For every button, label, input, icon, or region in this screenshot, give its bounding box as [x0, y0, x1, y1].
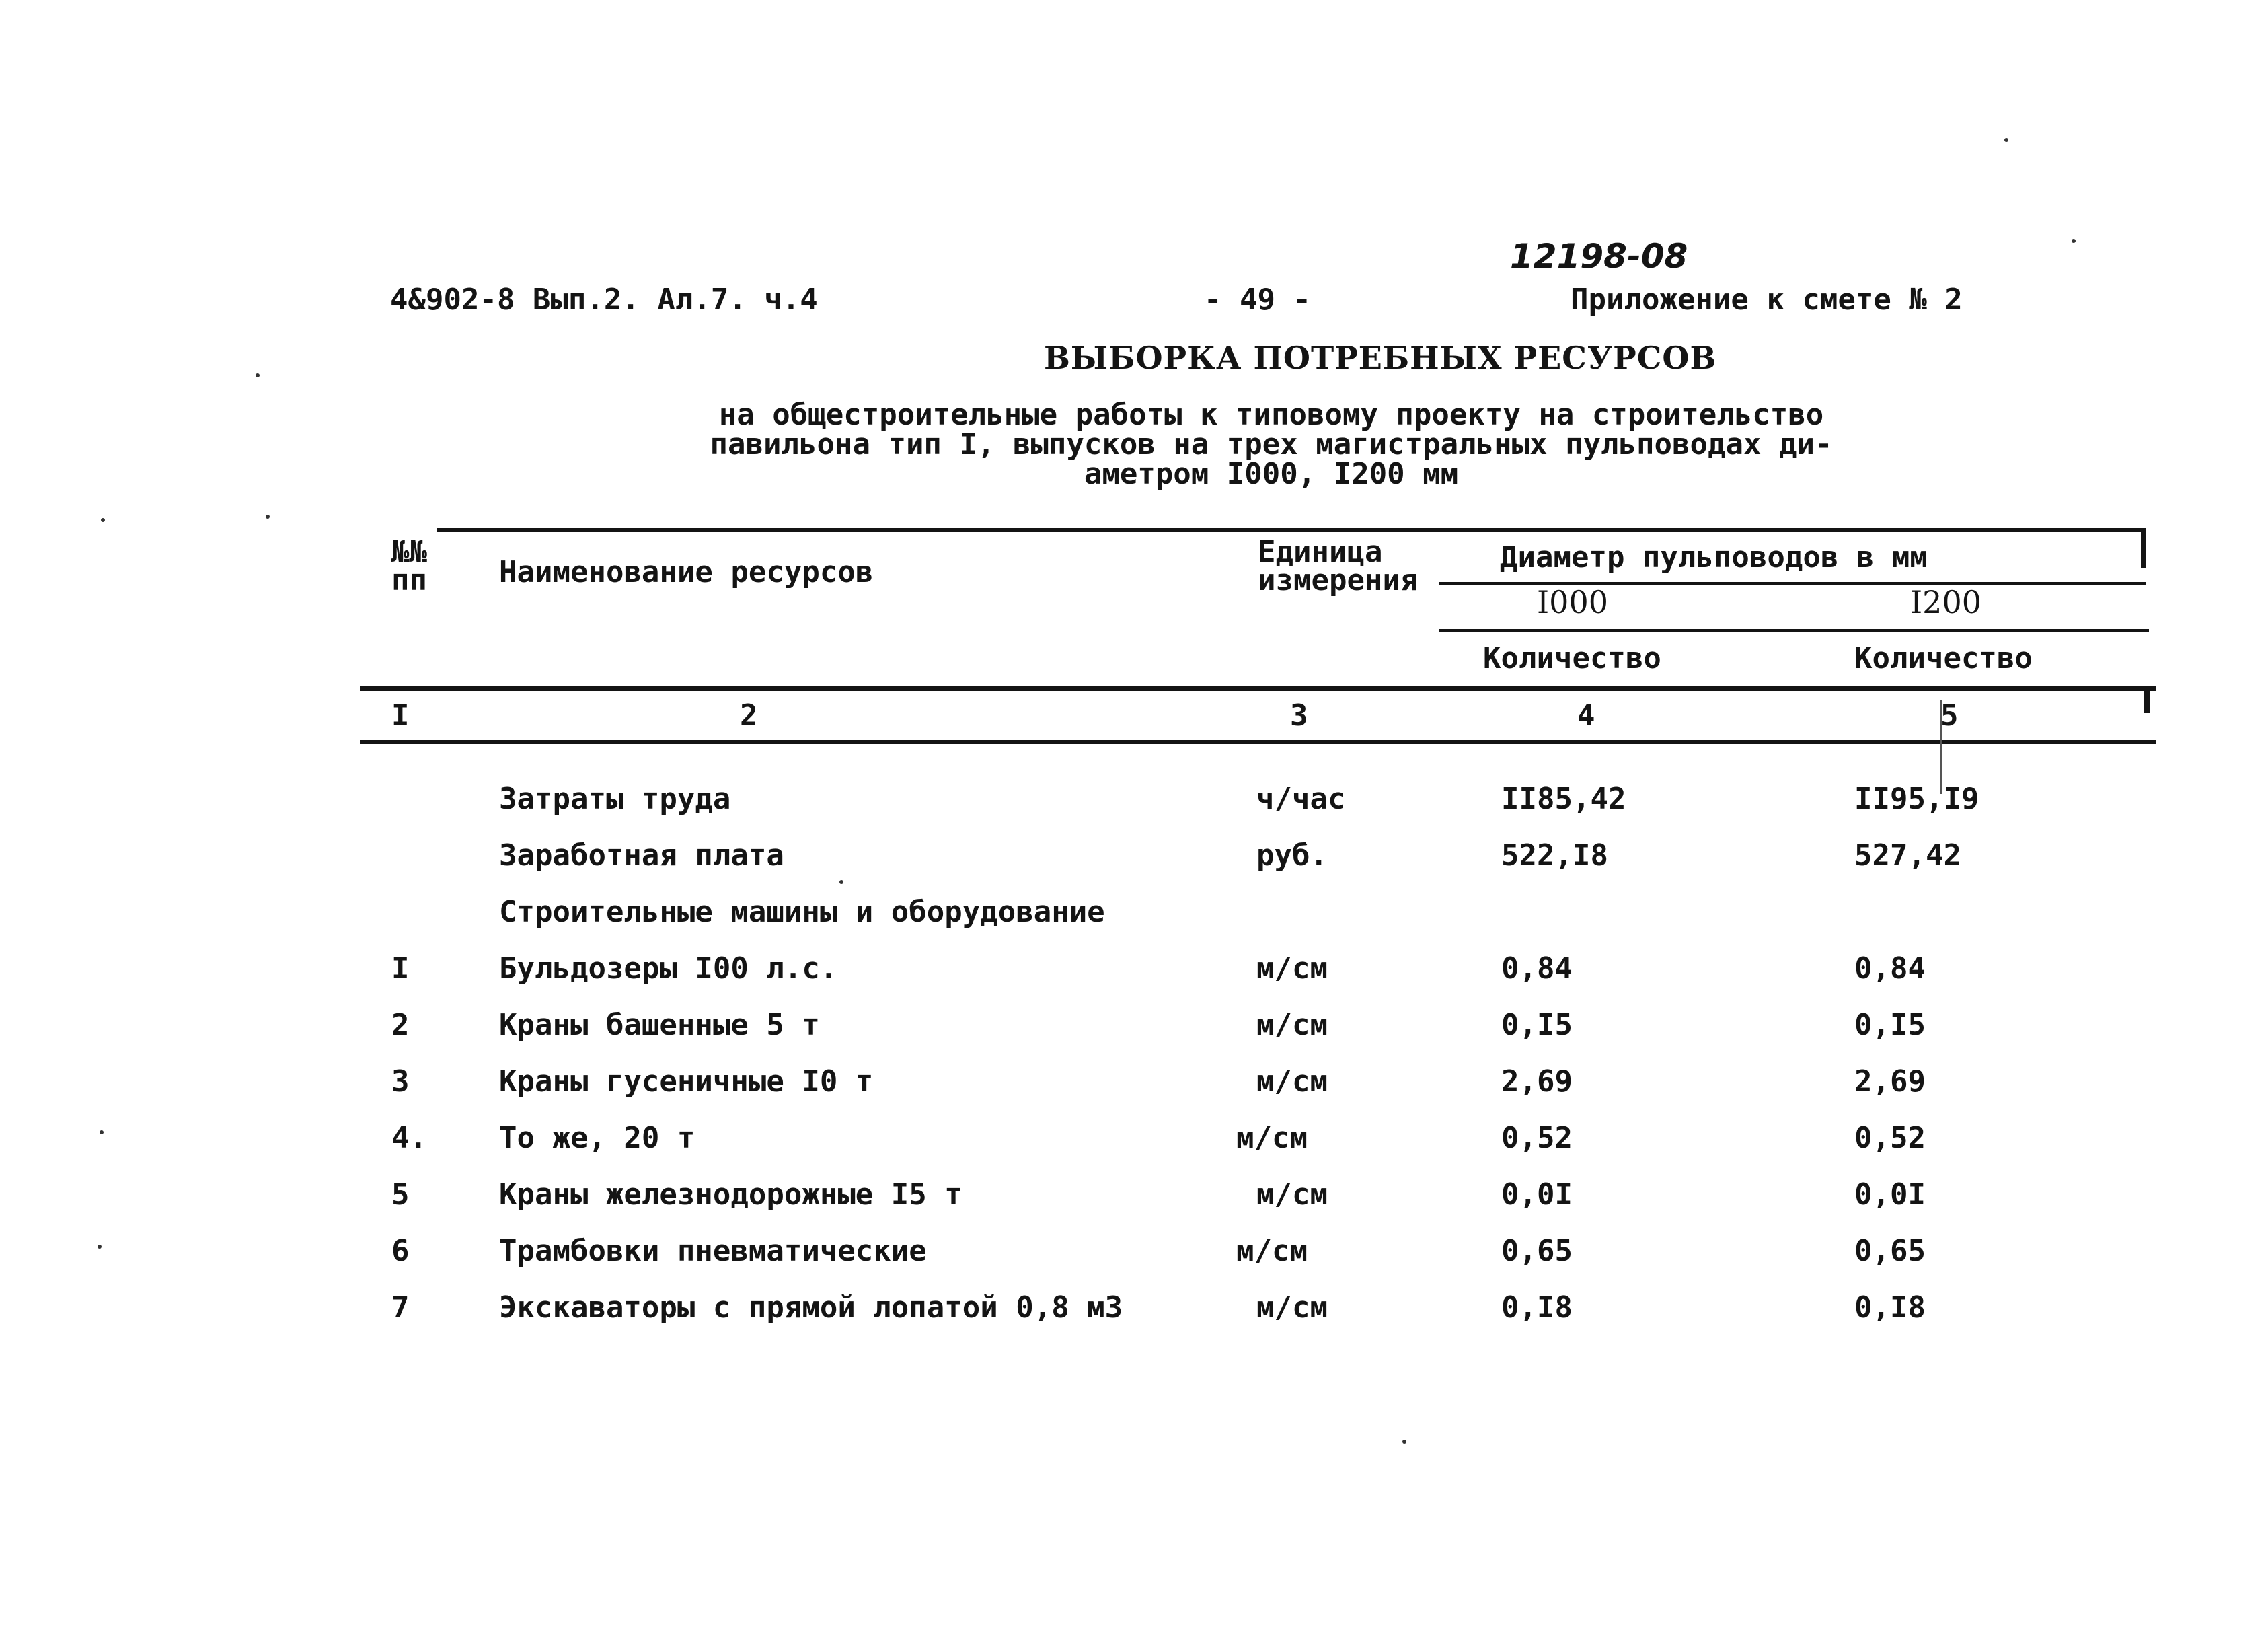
handwritten-code: 12198-08 [1510, 237, 1688, 276]
row-number: 6 [391, 1234, 410, 1268]
row-qty1: 0,I8 [1501, 1290, 1573, 1325]
row-name: Бульдозеры I00 л.с. [499, 951, 838, 986]
row-number: 3 [391, 1064, 410, 1099]
scan-speck [1402, 1440, 1406, 1444]
row-qty1: 0,84 [1501, 951, 1573, 986]
row-section-heading: Строительные машины и оборудование [499, 895, 1105, 929]
col-qty2-header: Количество [1854, 641, 2033, 675]
row-number: 4. [391, 1121, 427, 1155]
scan-speck [2004, 138, 2008, 142]
row-name: Экскаваторы с прямой лопатой 0,8 м3 [499, 1290, 1123, 1325]
row-number: 7 [391, 1290, 410, 1325]
row-qty1: 522,I8 [1501, 838, 1608, 873]
subtitle-line-3: аметром I000, I200 мм [1084, 457, 1459, 491]
subtitle-line-2: павильона тип I, выпусков на трех магистральных пульповодах ди- [710, 427, 1833, 462]
index-cell: 5 [1940, 698, 1959, 733]
row-qty2: 0,65 [1854, 1234, 1926, 1268]
row-qty1: 0,I5 [1501, 1008, 1573, 1042]
right-edge-mark [2141, 528, 2146, 568]
row-unit: м/см [1256, 1008, 1328, 1042]
row-unit: ч/час [1256, 782, 1346, 816]
index-cell: 3 [1290, 698, 1308, 733]
row-number: 5 [391, 1177, 410, 1212]
row-unit: м/см [1256, 1290, 1328, 1325]
scan-speck [256, 373, 260, 377]
row-number: I [391, 951, 410, 986]
document-title: ВЫБОРКА ПОТРЕБНЫХ РЕСУРСОВ [1044, 340, 1717, 376]
row-name: Затраты труда [499, 782, 731, 816]
row-qty1: 0,65 [1501, 1234, 1573, 1268]
row-qty2: 0,I5 [1854, 1008, 1926, 1042]
row-qty2: 0,I8 [1854, 1290, 1926, 1325]
scan-speck [100, 1130, 104, 1134]
row-qty1: 2,69 [1501, 1064, 1573, 1099]
subtitle [706, 400, 1836, 489]
index-cell: I [391, 698, 410, 733]
table-top-rule [437, 528, 2146, 532]
page-number: - 49 - [1204, 283, 1311, 317]
col-d1000-header: I000 [1537, 584, 1608, 620]
col-number-header: №№ пп [391, 535, 427, 597]
row-name: Краны железнодорожные I5 т [499, 1177, 962, 1212]
row-name: Заработная плата [499, 838, 784, 873]
row-unit: м/см [1236, 1121, 1308, 1155]
row-qty1: II85,42 [1501, 782, 1626, 816]
scan-speck [266, 515, 270, 519]
row-unit: руб. [1256, 838, 1328, 873]
row-qty2: 0,84 [1854, 951, 1926, 986]
row-name: Краны гусеничные I0 т [499, 1064, 874, 1099]
document-code: 4&902-8 Вып.2. Ал.7. ч.4 [390, 283, 818, 317]
scan-speck [101, 518, 105, 522]
header-bottom-rule [360, 686, 2156, 691]
appendix-label: Приложение к смете № 2 [1571, 283, 1963, 317]
index-cell: 4 [1577, 698, 1595, 733]
row-qty1: 0,0I [1501, 1177, 1573, 1212]
row-name: То же, 20 т [499, 1121, 695, 1155]
col-unit-header: Единица измерения [1258, 535, 1419, 597]
col-name-header: Наименование ресурсов [499, 555, 874, 589]
row-name: Краны башенные 5 т [499, 1008, 820, 1042]
row-name: Трамбовки пневматические [499, 1234, 927, 1268]
row-qty1: 0,52 [1501, 1121, 1573, 1155]
row-qty2: 0,0I [1854, 1177, 1926, 1212]
scan-speck [839, 880, 843, 884]
col-d1200-header: I200 [1910, 584, 1981, 620]
col-qty1-header: Количество [1483, 641, 1661, 675]
row-number: 2 [391, 1008, 410, 1042]
right-edge-mark-2 [2144, 686, 2150, 713]
size-rule [1439, 629, 2149, 632]
row-qty2: II95,I9 [1854, 782, 1979, 816]
index-cell: 2 [740, 698, 758, 733]
row-unit: м/см [1256, 951, 1328, 986]
row-qty2: 527,42 [1854, 838, 1961, 873]
subtitle-line-1: на общестроительные работы к типовому проекту на строительство [718, 398, 1824, 432]
row-unit: м/см [1256, 1177, 1328, 1212]
index-bottom-rule [360, 740, 2156, 744]
row-unit: м/см [1256, 1064, 1328, 1099]
scan-speck [98, 1245, 102, 1249]
row-qty2: 0,52 [1854, 1121, 1926, 1155]
row-unit: м/см [1236, 1234, 1308, 1268]
row-qty2: 2,69 [1854, 1064, 1926, 1099]
scan-speck [2072, 239, 2076, 243]
col-diameter-header: Диаметр пульповодов в мм [1500, 540, 1928, 575]
